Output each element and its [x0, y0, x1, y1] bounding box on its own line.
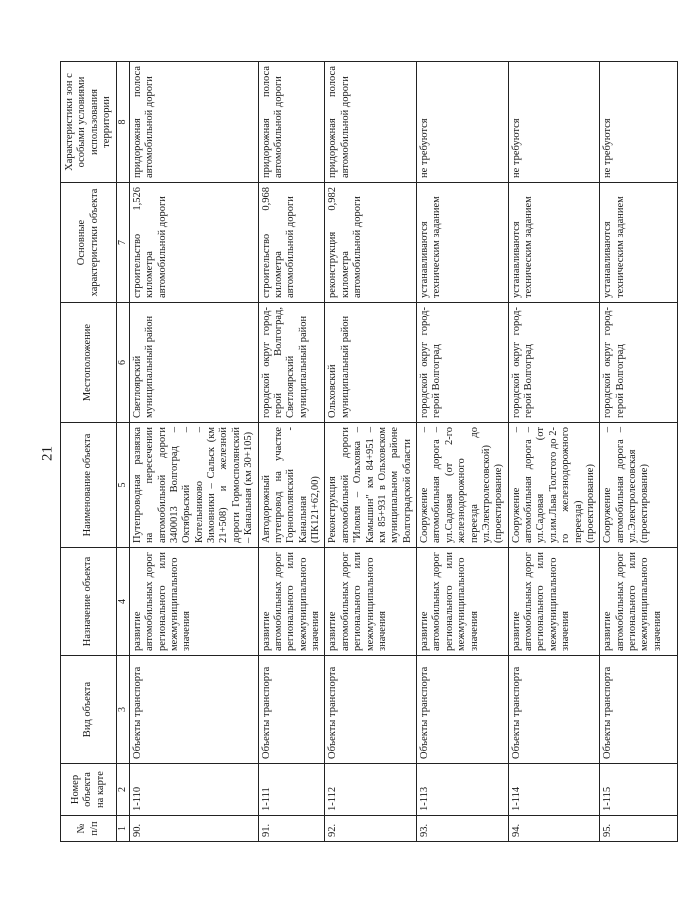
object-location: Ольховский муниципальный район: [325, 303, 417, 423]
table-row: [508, 62, 600, 842]
objects-table: [60, 61, 678, 842]
map-number: 1-110: [129, 764, 258, 816]
table-row: [417, 62, 509, 842]
object-zones: придорожная полоса автомобильной дороги: [258, 62, 325, 183]
object-type: Объекты транспорта: [129, 656, 258, 764]
column-number: 1: [117, 816, 130, 842]
column-number: 4: [117, 548, 130, 656]
object-zones: не требуются: [600, 62, 678, 183]
column-number: 5: [117, 423, 130, 548]
column-number: 7: [117, 183, 130, 303]
object-location: городской округ город-герой Волгоград: [508, 303, 600, 423]
column-number-row: [117, 62, 130, 842]
object-zones: не требуются: [508, 62, 600, 183]
column-header: Наименование объекта: [61, 423, 117, 548]
column-header: № п/п: [61, 816, 117, 842]
object-location: Светлоярский муниципальный район: [129, 303, 258, 423]
column-number: 8: [117, 62, 130, 183]
object-zones: придорожная полоса автомобильной дороги: [129, 62, 258, 183]
object-name: Сооружение – автомобильная дорога – ул.Электролесовская (проектирование): [600, 423, 678, 548]
column-header: Номер объекта на карте: [61, 764, 117, 816]
object-zones: не требуются: [417, 62, 509, 183]
column-number: 6: [117, 303, 130, 423]
page-number: 21: [39, 446, 56, 461]
map-number: 1-114: [508, 764, 600, 816]
object-purpose: развитие автомобильных дорог регионального или межмуниципального значения: [258, 548, 325, 656]
object-characteristics: строительство 1,526 километра автомобильной дороги: [129, 183, 258, 303]
object-type: Объекты транспорта: [508, 656, 600, 764]
object-purpose: развитие автомобильных дорог регионального или межмуниципального значения: [508, 548, 600, 656]
column-header: Местоположение: [61, 303, 117, 423]
table-row: [325, 62, 417, 842]
column-header: Вид объекта: [61, 656, 117, 764]
object-characteristics: устанавливаются техническим заданием: [417, 183, 509, 303]
object-characteristics: устанавливаются техническим заданием: [600, 183, 678, 303]
object-name: Путепроводная развязка на пересечении автомобильной дороги 3400013 Волгоград – Октябрьский – Котельниково – Зимовники – Сальск (км 21+508) и железной дороги Гормосполянский – Канальная (км 30+105): [129, 423, 258, 548]
map-number: 1-111: [258, 764, 325, 816]
object-characteristics: устанавливаются техническим заданием: [508, 183, 600, 303]
row-number: 94.: [508, 816, 600, 842]
object-type: Объекты транспорта: [417, 656, 509, 764]
row-number: 95.: [600, 816, 678, 842]
object-purpose: развитие автомобильных дорог регионального или межмуниципального значения: [600, 548, 678, 656]
row-number: 93.: [417, 816, 509, 842]
rotated-table-container: [60, 62, 663, 842]
row-number: 92.: [325, 816, 417, 842]
header-row: [61, 62, 117, 842]
object-type: Объекты транспорта: [600, 656, 678, 764]
object-purpose: развитие автомобильных дорог регионального или межмуниципального значения: [129, 548, 258, 656]
column-number: 3: [117, 656, 130, 764]
map-number: 1-113: [417, 764, 509, 816]
column-header: Основные характеристики объекта: [61, 183, 117, 303]
object-zones: придорожная полоса автомобильной дороги: [325, 62, 417, 183]
column-header: Назначение объекта: [61, 548, 117, 656]
object-type: Объекты транспорта: [258, 656, 325, 764]
object-name: Реконструкция автомобильной дороги "Иловля – Ольховка – Камышин" км 84+951 – км 85+931 в Ольховском муниципальном районе Волгоградской области: [325, 423, 417, 548]
object-purpose: развитие автомобильных дорог регионального или межмуниципального значения: [325, 548, 417, 656]
object-characteristics: строительство 0,968 километра автомобильной дороги: [258, 183, 325, 303]
object-location: городской округ город-герой Волгоград: [600, 303, 678, 423]
map-number: 1-112: [325, 764, 417, 816]
object-type: Объекты транспорта: [325, 656, 417, 764]
object-purpose: развитие автомобильных дорог регионального или межмуниципального значения: [417, 548, 509, 656]
table-row: [600, 62, 678, 842]
object-characteristics: реконструкция 0,982 километра автомобильной дороги: [325, 183, 417, 303]
object-name: Автодорожный путепровод на участке Горнополянский - Канальная (ПК121+62,00): [258, 423, 325, 548]
row-number: 90.: [129, 816, 258, 842]
object-location: городской округ город-герой Волгоград, Светлоярский муниципальный район: [258, 303, 325, 423]
object-location: городской округ город-герой Волгоград: [417, 303, 509, 423]
map-number: 1-115: [600, 764, 678, 816]
object-name: Сооружение – автомобильная дорога – ул.Садовая (от 2-го железнодорожного переезда до ул.Электролесовской) (проектирование): [417, 423, 509, 548]
column-number: 2: [117, 764, 130, 816]
column-header: Характеристики зон с особыми условиями использования территории: [61, 62, 117, 183]
table-row: [129, 62, 258, 842]
object-name: Сооружение – автомобильная дорога – ул.Садовая (от ул.им.Льва Толстого до 2-го железнодорожного переезда) (проектирование): [508, 423, 600, 548]
row-number: 91.: [258, 816, 325, 842]
table-row: [258, 62, 325, 842]
